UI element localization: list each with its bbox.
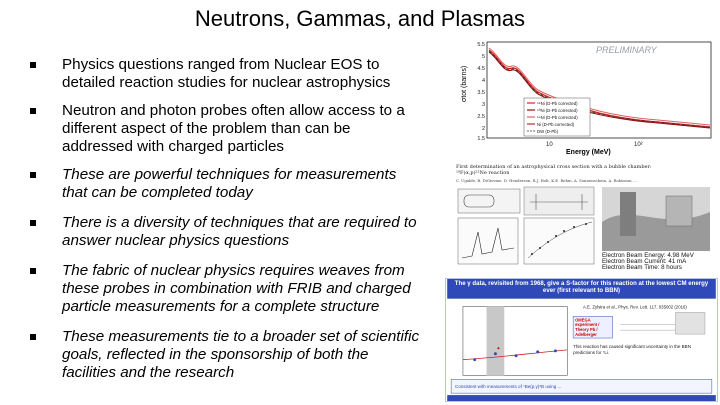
bullet-text: These are powerful techniques for measurements that can be completed today	[62, 166, 397, 201]
slide-title: Neutrons, Gammas, and Plasmas	[194, 6, 526, 31]
x-tick-label: 10²	[634, 142, 643, 148]
figure3-banner: The γ data, revisited from 1968, give a S-factor for this reaction at the lowest CM energy ever (first relevant to BBN)	[454, 279, 709, 295]
y-tick-label: 5.5	[477, 42, 485, 48]
x-axis-label: Energy (MeV)	[566, 149, 611, 156]
y-tick-label: 3	[481, 102, 485, 108]
bullet-item	[30, 166, 420, 202]
bullet-square-icon	[30, 62, 36, 68]
bullet-list	[30, 56, 420, 382]
figure3-box-label: OMEGA experiment / Theory Pb / Adelberger	[575, 317, 600, 338]
bullet-item	[30, 56, 420, 92]
bubble-chamber-figure	[452, 162, 716, 270]
figure3-citation: A.E. Zylstra et al., Phys. Rev. Lett. 117, 035002 (2016)	[582, 304, 687, 310]
s-factor-figure	[445, 278, 718, 402]
bullet-text: Neutron and photon probes often allow access to a different aspect of the problem than can be addressed with charged particles	[62, 102, 405, 155]
figure3-caption: This reaction has caused significant uncertainty in the BBN predictions for ⁷Li.	[573, 343, 691, 355]
figure2-heading-line2: ¹⁹F(α,p)²²Ne reaction	[456, 170, 510, 176]
figure2-heading-line1: First determination of an astrophysical cross section with a bubble chamber:	[456, 164, 652, 170]
bullet-item	[30, 328, 420, 382]
y-tick-label: 2	[481, 126, 485, 132]
bullet-item	[30, 262, 420, 316]
beam-energy-text: Electron Beam Energy: 4.98 MeV	[602, 252, 694, 259]
beam-time-text: Electron Beam Time: 8 hours	[602, 264, 682, 270]
bullet-square-icon	[30, 108, 36, 114]
bullet-text: There is a diversity of techniques that are required to answer nuclear physics questions	[62, 214, 417, 249]
bullet-square-icon	[30, 220, 36, 226]
legend-label: ⁶⁴Ni (D-Pb corrected)	[537, 115, 578, 120]
legend-label: ⁵⁸Ni (D-Pb corrected)	[537, 101, 578, 106]
bullet-text: Physics questions ranged from Nuclear EOS to detailed reaction studies for nuclear astrophysics	[62, 56, 391, 91]
legend-label: Ni (D-Pb corrected)	[537, 122, 575, 127]
preliminary-stamp: PRELIMINARY	[596, 45, 657, 55]
x-tick-label: 10	[546, 142, 553, 148]
figure2-authors: C. Ugalde, B. DiGiovine, D. Henderson, R.J. Holt, K.E. Rehm, A. Sonnenschein, A. Robinson, ...	[456, 178, 638, 183]
svg-text:✦: ✦	[496, 346, 501, 352]
bullet-text: These measurements tie to a broader set of scientific goals, reflected in the sponsorship of both the facilities and the research	[62, 328, 420, 381]
figure3-footer: Consistent with measurements of ⁷Be(p,γ)⁸B using ...	[455, 384, 562, 390]
y-tick-label: 5	[481, 54, 485, 60]
y-axis-label: σtot (barns)	[461, 65, 468, 102]
bullet-text: The fabric of nuclear physics requires weaves from these probes in combination with FRIB and charged particle measurements for a complete structure	[62, 262, 411, 315]
legend-label: DW (D-Pb)	[537, 129, 559, 134]
beam-current-text: Electron Beam Current: 41 mA	[602, 258, 687, 265]
y-tick-label: 2.5	[477, 114, 485, 120]
y-tick-label: 3.5	[477, 90, 485, 96]
bullet-square-icon	[30, 172, 36, 178]
y-tick-label: 1.5	[477, 136, 485, 142]
bullet-item	[30, 214, 420, 250]
y-tick-label: 4	[481, 78, 485, 84]
bullet-square-icon	[30, 334, 36, 340]
y-tick-label: 4.5	[477, 66, 485, 72]
bullet-square-icon	[30, 268, 36, 274]
legend-label: ⁶⁰Ni (D-Pb corrected)	[537, 108, 578, 113]
bullet-item	[30, 102, 420, 156]
cross-section-figure	[458, 38, 716, 156]
